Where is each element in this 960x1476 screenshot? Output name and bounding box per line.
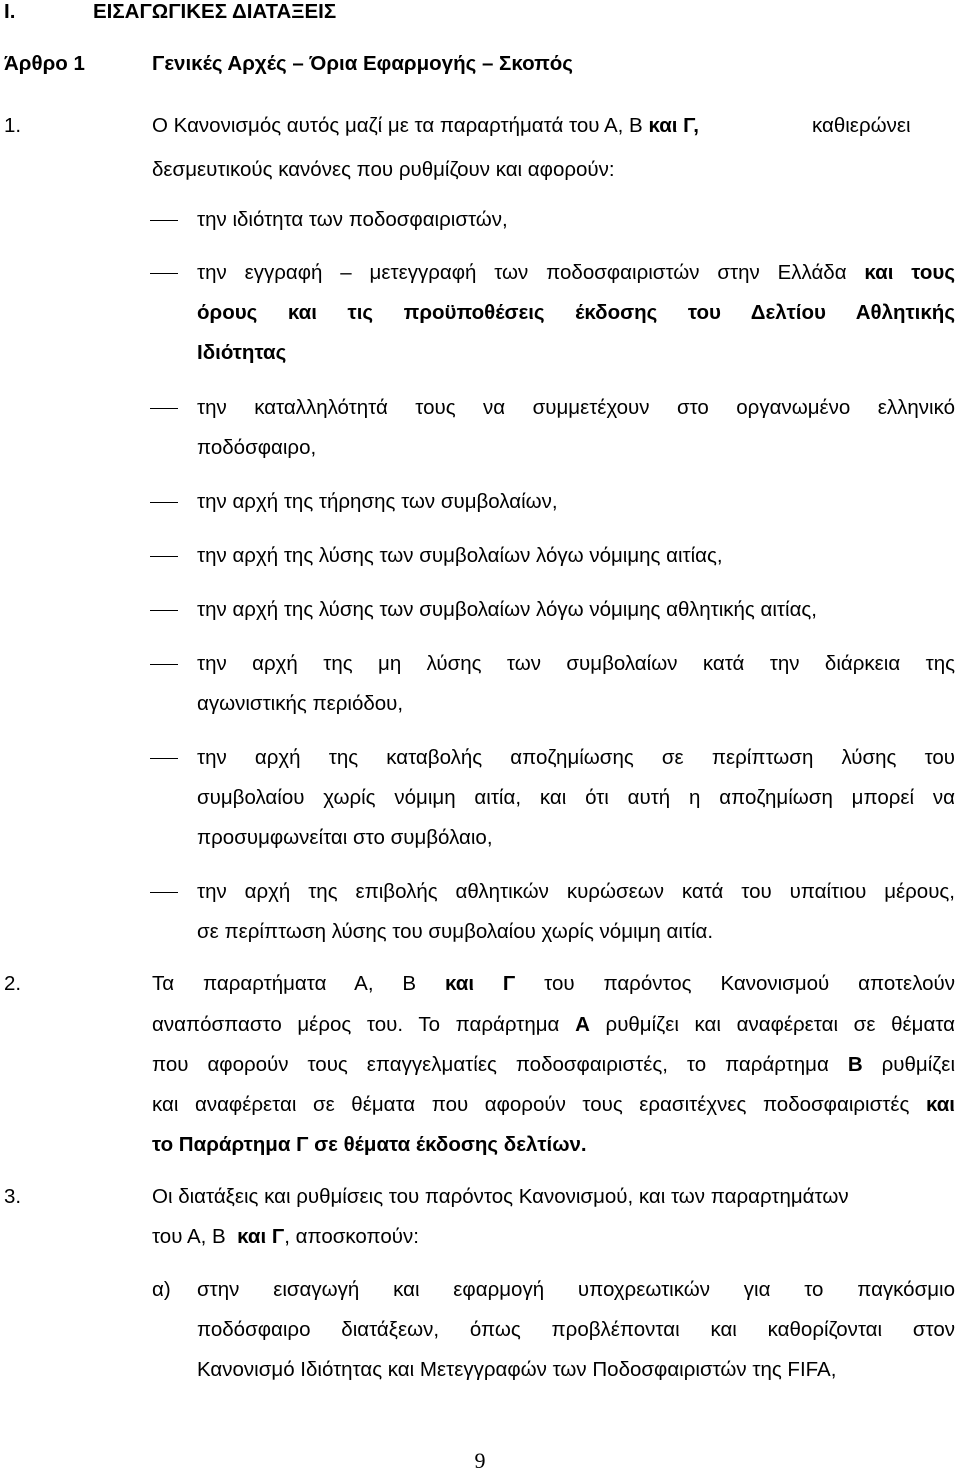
dash-6 — [150, 610, 178, 611]
section-title: ΕΙΣΑΓΩΓΙΚΕΣ ΔΙΑΤΑΞΕΙΣ — [93, 0, 337, 23]
bullet-6: την αρχή της λύσης των συμβολαίων λόγω νόμιμης αθλητικής αιτίας, — [197, 598, 817, 621]
dash-7 — [150, 664, 178, 665]
p1-line1 — [152, 114, 699, 138]
p1-number: 1. — [4, 114, 22, 137]
bullet-8-line1: την αρχή της καταβολής αποζημίωσης σε περίπτωση λύσης του — [197, 746, 955, 769]
page-number: 9 — [474, 1448, 486, 1473]
dash-4 — [150, 502, 178, 503]
bullet-7-line1: την αρχή της μη λύσης των συμβολαίων κατά την διάρκεια της — [197, 652, 955, 675]
p2-line3 — [152, 1053, 955, 1077]
p2-number: 2. — [4, 972, 22, 995]
dash-8 — [150, 758, 178, 759]
bullet-7-line2: αγωνιστικής περιόδου, — [197, 692, 404, 715]
bullet-3-line2: ποδόσφαιρο, — [197, 436, 317, 459]
bullet-9-line1: την αρχή της επιβολής αθλητικών κυρώσεων κατά του υπαίτιου μέρους, — [197, 880, 955, 903]
p2-line5: το Παράρτημα Γ σε θέματα έκδοσης δελτίων. — [152, 1133, 587, 1156]
article-title: Γενικές Αρχές – Όρια Εφαρμογής – Σκοπός — [152, 52, 573, 75]
bullet-2-bold: και τους — [864, 261, 955, 284]
p3-item-a-line3: Κανονισμό Ιδιότητας και Μετεγγραφών των Ποδοσφαιριστών της FIFA, — [197, 1358, 837, 1381]
p3-line2-c: , αποσκοπούν: — [284, 1225, 419, 1248]
bullet-1: την ιδιότητα των ποδοσφαιριστών, — [197, 208, 508, 231]
p2-line4 — [152, 1093, 955, 1117]
p2-line1 — [152, 972, 955, 996]
p2-line4-bold: και — [925, 1093, 955, 1116]
p2-line2-bold: Α — [575, 1013, 590, 1036]
p2-line1-c: του παρόντος Κανονισμού αποτελούν — [544, 972, 955, 995]
bullet-3-line1: την καταλληλότητά τους να συμμετέχουν στο οργανωμένο ελληνικό — [197, 396, 955, 419]
p2-line3-a: που αφορούν τους επαγγελματίες ποδοσφαιριστές, το παράρτημα — [152, 1053, 829, 1076]
p2-line3-c: ρυθμίζει — [881, 1053, 955, 1076]
bullet-4: την αρχή της τήρησης των συμβολαίων, — [197, 490, 558, 513]
dash-9 — [150, 892, 178, 893]
p2-line4-a: και αναφέρεται σε θέματα που αφορούν τους ερασιτέχνες ποδοσφαιριστές — [152, 1093, 910, 1116]
bullet-2-line3: Ιδιότητας — [197, 341, 287, 364]
p2-line2-a: αναπόσπαστο μέρος του. Το παράρτημα — [152, 1013, 560, 1036]
bullet-2-text: την εγγραφή – μετεγγραφή των ποδοσφαιριστών στην Ελλάδα — [197, 261, 847, 284]
p2-line2-c: ρυθμίζει και αναφέρεται σε θέματα — [605, 1013, 955, 1036]
p3-item-a-line2: ποδόσφαιρο διατάξεων, όπως προβλέπονται και καθορίζονται στον — [197, 1318, 955, 1341]
p1-line1-text: Ο Κανονισμός αυτός μαζί με τα παραρτήματά του Α, Β — [152, 114, 643, 137]
bullet-8-line3: προσυμφωνείται στο συμβόλαιο, — [197, 826, 493, 849]
p3-item-a-label: α) — [152, 1278, 171, 1301]
p1-line1-end: καθιερώνει — [812, 114, 911, 137]
p2-line1-bold: και Γ — [445, 972, 516, 995]
dash-5 — [150, 556, 178, 557]
p3-line2-bold: και Γ — [237, 1225, 285, 1248]
dash-3 — [150, 408, 178, 409]
section-number: I. — [4, 0, 16, 23]
p2-line3-bold: Β — [847, 1053, 863, 1076]
p3-line1: Οι διατάξεις και ρυθμίσεις του παρόντος Κανονισμού, και των παραρτημάτων — [152, 1185, 849, 1208]
bullet-2-line1 — [197, 261, 955, 285]
p2-line1-a: Τα παραρτήματα Α, Β — [152, 972, 417, 995]
bullet-8-line2: συμβολαίου χωρίς νόμιμη αιτία, και ότι αυτή η αποζημίωση μπορεί να — [197, 786, 955, 809]
dash-1 — [150, 220, 178, 221]
p2-line2 — [152, 1013, 955, 1037]
bullet-5: την αρχή της λύσης των συμβολαίων λόγω νόμιμης αιτίας, — [197, 544, 723, 567]
p3-item-a-line1: στην εισαγωγή και εφαρμογή υποχρεωτικών για το παγκόσμιο — [197, 1278, 955, 1301]
p3-number: 3. — [4, 1185, 22, 1208]
p3-line2 — [152, 1225, 419, 1249]
p1-line2: δεσμευτικούς κανόνες που ρυθμίζουν και αφορούν: — [152, 158, 615, 181]
article-label: Άρθρο 1 — [4, 52, 85, 75]
bullet-9-line2: σε περίπτωση λύσης του συμβολαίου χωρίς νόμιμη αιτία. — [197, 920, 714, 943]
p3-line2-a: του Α, Β — [152, 1225, 226, 1248]
dash-2 — [150, 273, 178, 274]
p1-line1-bold: και Γ, — [648, 114, 699, 137]
bullet-2-line2: όρους και τις προϋποθέσεις έκδοσης του Δελτίου Αθλητικής — [197, 301, 955, 324]
